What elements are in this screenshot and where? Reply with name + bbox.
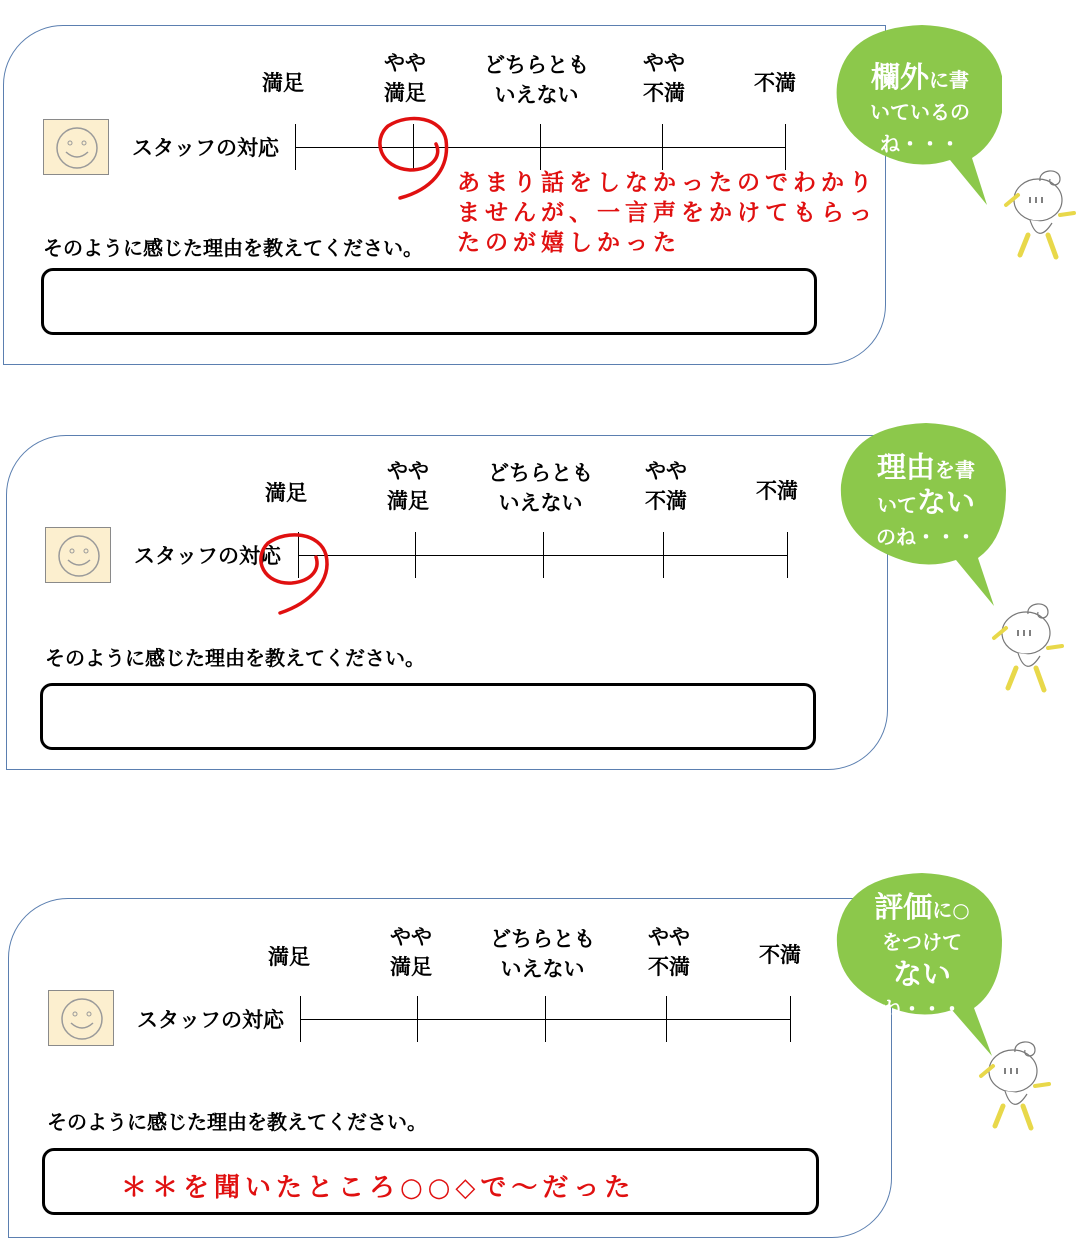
scale-label-somewhat-satisfied: やや 満足 xyxy=(387,459,429,513)
bubble-text-segment: のね・・・ xyxy=(876,525,976,549)
mascot-character-icon xyxy=(975,1036,1055,1136)
bubble-message xyxy=(850,62,990,161)
bubble-line xyxy=(852,994,992,1026)
item-label: スタッフの対応 xyxy=(137,1008,284,1032)
smiley-face-icon xyxy=(43,119,109,175)
scale-label-satisfied: 満足 xyxy=(262,71,304,95)
scale-tick-somewhat-satisfied[interactable] xyxy=(417,996,418,1042)
bubble-text-segment: 理由 xyxy=(876,450,935,484)
scale-label-neutral: どちらとも いえない xyxy=(484,53,589,107)
mascot-character-icon xyxy=(988,598,1068,698)
smiley-face-icon xyxy=(45,527,111,583)
scale-label-somewhat-dissatisfied: やや 不満 xyxy=(643,51,685,105)
smiley-face-icon xyxy=(48,990,114,1046)
bubble-text-segment: ね・・・ xyxy=(880,132,960,156)
handwritten-circle-mark xyxy=(370,110,460,205)
bubble-text-segment: ない xyxy=(892,957,951,991)
scale-label-satisfied: 満足 xyxy=(265,481,307,505)
bubble-text-segment: 欄外 xyxy=(870,60,929,94)
bubble-line xyxy=(856,487,996,522)
bubble-text-segment: ね・・・ xyxy=(882,997,962,1021)
bubble-text-segment: に○ xyxy=(932,898,970,922)
speech-bubble xyxy=(832,20,1002,214)
bubble-line xyxy=(856,522,996,554)
scale-label-neutral: どちらとも いえない xyxy=(490,927,595,981)
handwritten-note: あまり話をしなかったのでわかり ませんが、一言声をかけてもらっ たのが嬉しかった xyxy=(457,169,877,256)
scale-label-somewhat-satisfied: やや 満足 xyxy=(384,51,426,105)
speech-bubble xyxy=(836,418,1006,612)
reason-question: そのように感じた理由を教えてください。 xyxy=(47,1110,427,1134)
scale-tick-somewhat-dissatisfied[interactable] xyxy=(666,996,667,1042)
bubble-line xyxy=(852,959,992,994)
mascot-character-icon xyxy=(1000,165,1080,265)
bubble-message xyxy=(852,892,992,1026)
scale-tick-satisfied[interactable] xyxy=(300,996,301,1042)
reason-answer-field[interactable] xyxy=(42,1148,819,1215)
scale-label-dissatisfied: 不満 xyxy=(756,479,798,503)
bubble-text-segment: ない xyxy=(916,485,975,519)
handwritten-answer-text: ＊＊を聞いたところ○○◇で～だった xyxy=(121,1173,636,1203)
scale-label-somewhat-dissatisfied: やや 不満 xyxy=(648,925,690,979)
item-label: スタッフの対応 xyxy=(132,136,279,160)
scale-label-somewhat-satisfied: やや 満足 xyxy=(390,925,432,979)
reason-question: そのように感じた理由を教えてください。 xyxy=(45,646,425,670)
survey-panel-1 xyxy=(0,0,1081,360)
survey-panel-2 xyxy=(0,410,1081,770)
scale-tick-neutral[interactable] xyxy=(543,532,544,578)
bubble-text-segment: いて xyxy=(876,493,917,517)
scale-tick-dissatisfied[interactable] xyxy=(787,532,788,578)
speech-bubble xyxy=(832,868,1002,1062)
scale-label-dissatisfied: 不満 xyxy=(759,943,801,967)
reason-question: そのように感じた理由を教えてください。 xyxy=(43,236,423,260)
bubble-line xyxy=(856,452,996,487)
scale-tick-satisfied[interactable] xyxy=(295,124,296,170)
bubble-text-segment: を書 xyxy=(935,458,975,482)
reason-answer-field[interactable] xyxy=(41,268,817,335)
scale-tick-somewhat-dissatisfied[interactable] xyxy=(662,124,663,170)
handwritten-circle-mark xyxy=(250,525,340,620)
scale-label-neutral: どちらとも いえない xyxy=(488,461,593,515)
scale-tick-somewhat-dissatisfied[interactable] xyxy=(663,532,664,578)
scale-tick-neutral[interactable] xyxy=(545,996,546,1042)
bubble-text-segment: いているの xyxy=(870,100,970,124)
reason-answer-field[interactable] xyxy=(40,683,816,750)
scale-label-somewhat-dissatisfied: やや 不満 xyxy=(645,459,687,513)
bubble-text-segment: をつけて xyxy=(882,930,962,954)
scale-tick-neutral[interactable] xyxy=(540,124,541,170)
survey-panel-3 xyxy=(0,876,1081,1236)
bubble-line xyxy=(850,97,990,129)
bubble-message xyxy=(856,452,996,554)
scale-tick-dissatisfied[interactable] xyxy=(790,996,791,1042)
scale-tick-somewhat-satisfied[interactable] xyxy=(415,532,416,578)
scale-tick-dissatisfied[interactable] xyxy=(785,124,786,170)
bubble-line xyxy=(850,62,990,97)
bubble-line xyxy=(852,892,992,927)
scale-label-dissatisfied: 不満 xyxy=(754,71,796,95)
scale-label-satisfied: 満足 xyxy=(268,945,310,969)
bubble-text-segment: 評価 xyxy=(874,890,933,924)
bubble-line xyxy=(852,927,992,959)
bubble-text-segment: に書 xyxy=(929,68,969,92)
item-label: スタッフの対応 xyxy=(134,544,281,568)
bubble-line xyxy=(850,129,990,161)
